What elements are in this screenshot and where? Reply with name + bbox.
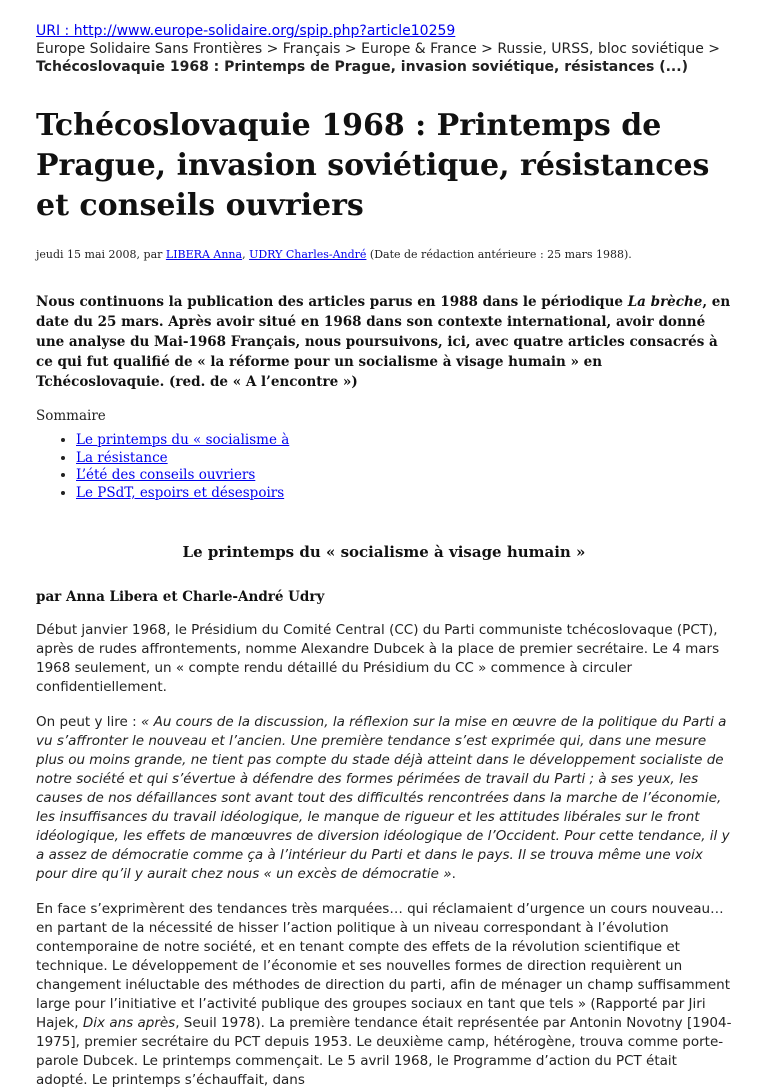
article-title: Tchécoslovaquie 1968 : Printemps de Prague, invasion soviétique, résistances et conseils ouvriers bbox=[36, 108, 710, 223]
toc-link-ete-conseils[interactable]: L’été des conseils ouvriers bbox=[76, 467, 256, 483]
meta-suffix: (Date de rédaction antérieure : 25 mars 1988). bbox=[366, 248, 632, 261]
summary-list bbox=[36, 432, 732, 502]
list-item bbox=[76, 450, 732, 468]
paragraph-3-book-title: Dix ans après bbox=[82, 1015, 176, 1031]
paragraph-2-lead: On peut y lire : bbox=[36, 714, 141, 730]
list-item bbox=[76, 432, 732, 450]
list-item bbox=[76, 467, 732, 485]
section-title: Le printemps du « socialisme à visage humain » bbox=[182, 543, 586, 561]
section-byline: par Anna Libera et Charle-André Udry bbox=[36, 589, 325, 605]
article-meta bbox=[36, 248, 732, 262]
article-intro bbox=[36, 292, 732, 392]
article-uri-link[interactable]: URI : http://www.europe-solidaire.org/spip.php?article10259 bbox=[36, 23, 456, 39]
paragraph-3-text-b: , Seuil 1978). La première tendance était représentée par Antonin Novotny [1904-1975], premier secrétaire du PCT depuis 1953. Le deuxième camp, hétérogène, trouva comme porte-parole Dubcek. Le printemps commençait. Le 5 avril 1968, le Programme d’action du PCT était adopté. Le printemps s’échauffait, dans bbox=[36, 1015, 732, 1088]
breadcrumb: Europe Solidaire Sans Frontières > Français > Europe & France > Russie, URSS, bloc soviétique > bbox=[36, 41, 721, 57]
author-separator: , bbox=[242, 248, 250, 261]
paragraph-3 bbox=[36, 900, 732, 1090]
paragraph-3-text-a: En face s’exprimèrent des tendances très marquées… qui réclamaient d’urgence un cours nouveau… en partant de la nécessité de hisser l’action politique à un niveau correspondant à l’évolution contemporaine de notre société, et en tenant compte des effets de la révolution scientifique et technique. Le développement de l’économie et ses nouvelles formes de direction requièrent un changement inéluctable des méthodes de direction du parti, afin de ménager un champ suffisamment large pour l’initiative et l’activité publique des groupes sociaux en tant que tels » (Rapporté par Jiri Hajek, bbox=[36, 901, 730, 1031]
summary-title: Sommaire bbox=[36, 408, 106, 424]
author-link-udry[interactable]: UDRY Charles-André bbox=[249, 248, 367, 261]
toc-link-resistance[interactable]: La résistance bbox=[76, 449, 168, 466]
paragraph-2-quote: « Au cours de la discussion, la réflexion sur la mise en œuvre de la politique du Parti a vu s’affronter le nouveau et l’ancien. Une première tendance s’est exprimée qui, dans une mesure plus ou moins grande, ne tient pas compte du stade déjà atteint dans le développement socialiste de notre société et qui s’évertue à défendre des formes périmées de travail du Parti ; à ses yeux, les causes de nos défaillances sont avant tout des difficultés rencontrées dans la marche de l’économie, les insuffisances du travail idéologique, le manque de rigueur et les attitudes libérales sur le front idéologique, les effets de manœuvres de diversion idéologique de l’Occident. Pour cette tendance, il y a assez de démocratie comme ça à l’intérieur du Parti et dans le pays. Il se trouva même une voix pour dire qu’il y aurait chez nous « un excès de démocratie » bbox=[36, 714, 730, 882]
toc-link-psdt[interactable]: Le PSdT, espoirs et désespoirs bbox=[76, 484, 285, 501]
intro-text-a: Nous continuons la publication des articles parus en 1988 dans le périodique bbox=[36, 294, 628, 310]
paragraph-2 bbox=[36, 713, 732, 884]
intro-text-b: , en date du 25 mars. Après avoir situé en 1968 dans son contexte international, avoir donné une analyse du Mai-1968 Français, nous poursuivons, ici, avec quatre articles consacrés à ce qui fut qualifié de « la réforme pour un socialisme à visage humain » en Tchécoslovaquie. (red. de « A l’encontre ») bbox=[36, 294, 731, 390]
meta-prefix: jeudi 15 mai 2008, par bbox=[36, 248, 166, 261]
intro-periodical: La brèche bbox=[627, 294, 703, 310]
paragraph-2-end: . bbox=[451, 866, 456, 882]
author-link-libera[interactable]: LIBERA Anna bbox=[165, 248, 243, 261]
list-item bbox=[76, 485, 732, 503]
toc-link-printemps[interactable]: Le printemps du « socialisme à bbox=[76, 432, 290, 448]
breadcrumb-current: Tchécoslovaquie 1968 : Printemps de Prague, invasion soviétique, résistances (...) bbox=[36, 59, 688, 75]
paragraph-1: Début janvier 1968, le Présidium du Comité Central (CC) du Parti communiste tchécoslovaque (PCT), après de rudes affrontements, nomme Alexandre Dubcek à la place de premier secrétaire. Le 4 mars 1968 seulement, un « compte rendu détaillé du Présidium du CC » commence à circuler confidentiellement. bbox=[36, 622, 720, 695]
